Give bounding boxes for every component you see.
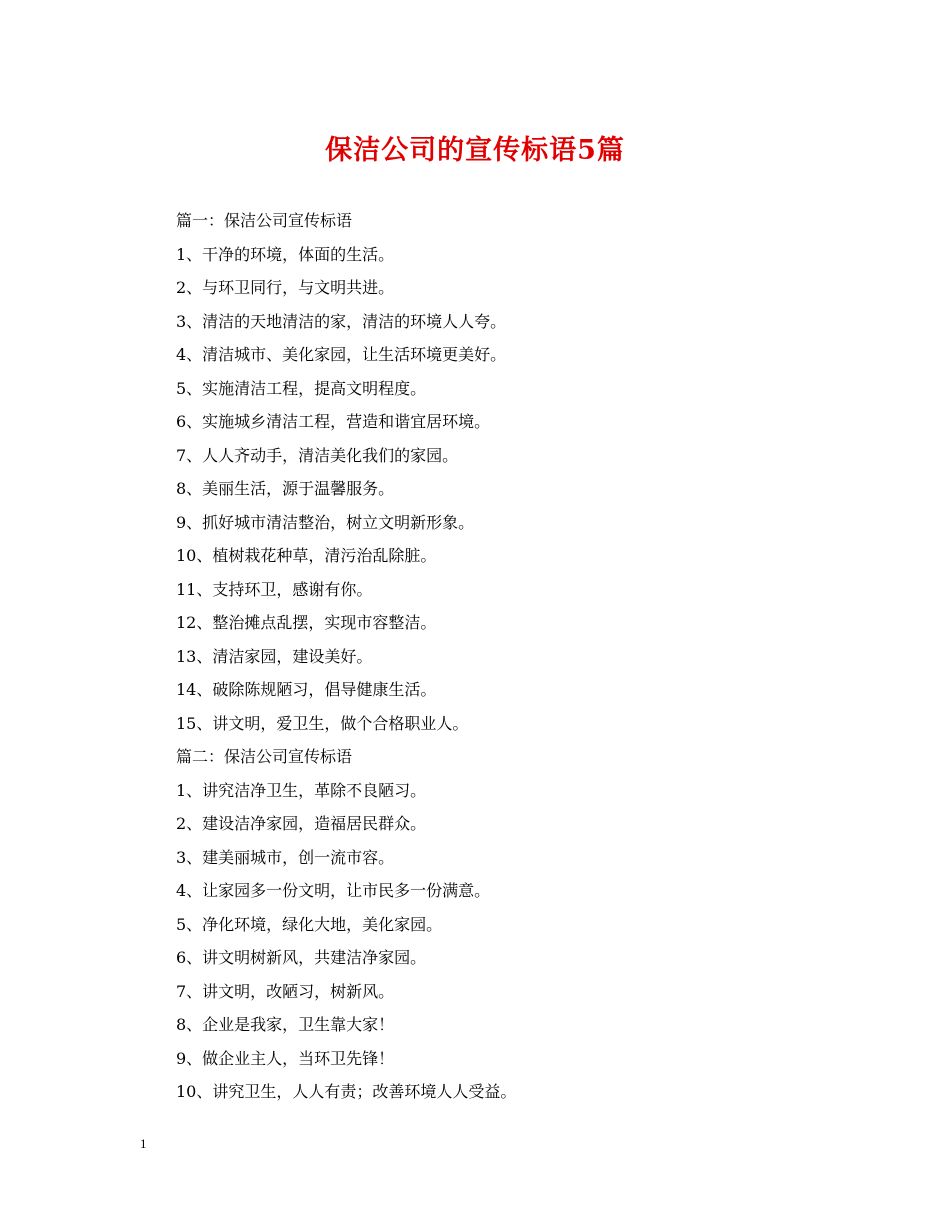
- page-title: 保洁公司的宣传标语5篇: [325, 135, 625, 166]
- list-item: 5、净化环境，绿化大地，美化家园。: [176, 914, 443, 934]
- list-item: 6、讲文明树新风，共建洁净家园。: [176, 948, 427, 967]
- list-item: 12、整治摊点乱摆，实现市容整洁。: [176, 613, 437, 632]
- list-item: 2、建设洁净家园，造福居民群众。: [176, 814, 427, 833]
- list-item: 14、破除陈规陋习，倡导健康生活。: [176, 680, 437, 699]
- list-item: 9、抓好城市清洁整治，树立文明新形象。: [176, 512, 475, 532]
- list-item: 4、让家园多一份文明，让市民多一份满意。: [176, 881, 491, 900]
- slogan-list: [176, 204, 816, 1109]
- list-item: 11、支持环卫，感谢有你。: [176, 579, 373, 599]
- list-item: 篇二：保洁公司宣传标语: [176, 747, 353, 766]
- list-item: 7、人人齐动手，清洁美化我们的家园。: [176, 445, 459, 465]
- list-item: 3、建美丽城市，创一流市容。: [176, 847, 395, 867]
- list-item: 篇一：保洁公司宣传标语: [176, 211, 353, 230]
- list-item: 8、企业是我家，卫生靠大家！: [176, 1015, 395, 1034]
- list-item: 5、实施清洁工程，提高文明程度。: [176, 378, 427, 398]
- list-item: 15、讲文明，爱卫生，做个合格职业人。: [176, 713, 469, 733]
- list-item: 9、做企业主人，当环卫先锋！: [176, 1048, 395, 1068]
- list-item: 2、与环卫同行，与文明共进。: [176, 278, 395, 297]
- list-item: 13、清洁家园，建设美好。: [176, 646, 373, 666]
- list-item: 7、讲文明，改陋习，树新风。: [176, 981, 395, 1001]
- list-item: 10、植树栽花种草，清污治乱除脏。: [176, 546, 437, 565]
- list-item: 3、清洁的天地清洁的家，清洁的环境人人夸。: [176, 311, 507, 331]
- list-item: 6、实施城乡清洁工程，营造和谐宜居环境。: [176, 412, 491, 431]
- list-item: 10、讲究卫生，人人有责；改善环境人人受益。: [176, 1082, 517, 1101]
- list-item: 1、讲究洁净卫生，革除不良陋习。: [176, 780, 427, 800]
- list-item: 8、美丽生活，源于温馨服务。: [176, 479, 395, 498]
- page-number: 1: [140, 1136, 147, 1151]
- list-item: 4、清洁城市、美化家园，让生活环境更美好。: [176, 345, 507, 364]
- list-item: 1、干净的环境，体面的生活。: [176, 244, 395, 264]
